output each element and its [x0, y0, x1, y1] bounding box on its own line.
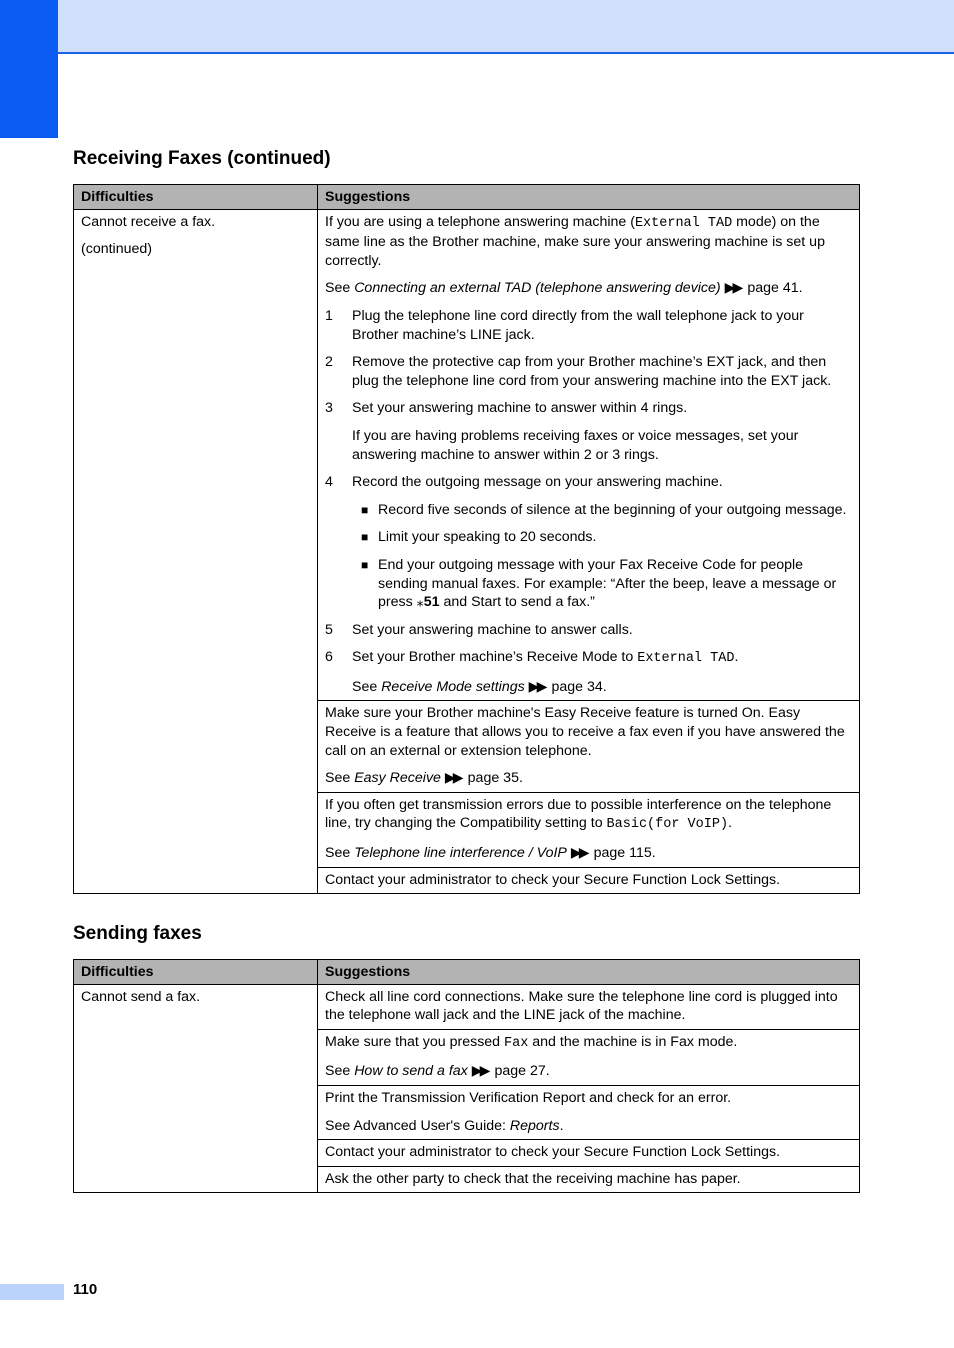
difficulty-note: (continued) [81, 241, 152, 258]
tad-intro: If you are using a telephone answering machine (External TAD mode) on the same line as the Brother machine, make sure your answering machine is set up correctly. [325, 213, 825, 269]
receive-code: ⁎51 [416, 594, 440, 611]
col-difficulties: Difficulties [74, 185, 318, 210]
double-arrow-icon: ▶▶ [528, 678, 545, 695]
section-title-sending: Sending faxes [73, 923, 202, 944]
step-4: 4 Record the outgoing message on your answering machine. [325, 474, 723, 491]
page-number-bar [0, 1284, 64, 1300]
difficulty-cell [74, 209, 318, 894]
page-number: 110 [73, 1281, 98, 1298]
difficulty-text: Cannot receive a fax. [81, 213, 216, 230]
easy-see: See Easy Receive ▶▶ page 35. [325, 770, 523, 787]
bullet-2: ■ Limit your speaking to 20 seconds. [361, 529, 597, 546]
suggestion-fax-mode: Make sure that you pressed Fax and the machine is in Fax mode. See How to send a fax ▶▶ page 27. [318, 1029, 860, 1085]
col-suggestions: Suggestions [318, 960, 860, 985]
square-bullet-icon: ■ [361, 557, 369, 572]
double-arrow-icon: ▶▶ [724, 280, 741, 297]
suggestion-lock: Contact your administrator to check your Secure Function Lock Settings. [318, 1140, 860, 1167]
suggestion-easy-receive: Make sure your Brother machine's Easy Receive feature is turned On. Easy Receive is a feature that allows you to receive a fax even if you have answered the call on an external or extension telephone. See Easy Receive ▶▶ page 35. [318, 701, 860, 792]
suggestion-paper: Ask the other party to check that the receiving machine has paper. [318, 1166, 860, 1193]
col-suggestions: Suggestions [318, 185, 860, 210]
suggestion-report: Print the Transmission Verification Report and check for an error. See Advanced User's Guide: Reports. [318, 1085, 860, 1139]
suggestion-line-cord: Check all line cord connections. Make sure the telephone line cord is plugged into the telephone wall jack and the LINE jack of the machine. [318, 984, 860, 1029]
suggestion-lock: Contact your administrator to check your Secure Function Lock Settings. [318, 867, 860, 894]
fax-see: See How to send a fax ▶▶ page 27. [325, 1063, 550, 1080]
step-6: 6 Set your Brother machine’s Receive Mode to External TAD. [325, 649, 739, 667]
suggestion-tad [318, 209, 860, 701]
chapter-tab [0, 0, 58, 138]
double-arrow-icon: ▶▶ [471, 1063, 488, 1080]
double-arrow-icon: ▶▶ [570, 845, 587, 862]
header-bar [0, 0, 954, 54]
section-title-receiving: Receiving Faxes (continued) [73, 148, 331, 169]
step-3-note: If you are having problems receiving faxes or voice messages, set your answering machine to answer within 2 or 3 rings. [352, 427, 799, 463]
step-5: 5 Set your answering machine to answer calls. [325, 621, 633, 638]
bullet-1: ■ Record five seconds of silence at the beginning of your outgoing message. [361, 501, 847, 518]
receiving-table [73, 184, 860, 894]
voip-see: See Telephone line interference / VoIP ▶▶ page 115. [325, 845, 656, 862]
square-bullet-icon: ■ [361, 502, 369, 517]
difficulty-cell: Cannot send a fax. [74, 984, 318, 1193]
sending-table [73, 959, 860, 1193]
step-3: 3 Set your answering machine to answer within 4 rings. [325, 400, 688, 417]
step-2: 2 Remove the protective cap from your Brother machine’s EXT jack, and then plug the telephone line cord from your answering machine into the EXT jack. [325, 354, 832, 389]
bullet-3: ■ End your outgoing message with your Fax Receive Code for people sending manual faxes. For example: “After the beep, leave a message or press ⁎51 and Start to send a fax.” [361, 556, 837, 611]
tad-see: See Connecting an external TAD (telephone answering device) ▶▶ page 41. [325, 280, 803, 297]
step-6-see: See Receive Mode settings ▶▶ page 34. [352, 678, 607, 695]
report-see: See Advanced User's Guide: Reports. [325, 1117, 564, 1134]
suggestion-voip: If you often get transmission errors due to possible interference on the telephone line, try changing the Compatibility setting to Basic(for VoIP). See Telephone line interference / VoIP ▶▶ page 115. [318, 792, 860, 867]
col-difficulties: Difficulties [74, 960, 318, 985]
double-arrow-icon: ▶▶ [444, 770, 461, 787]
step-1: 1 Plug the telephone line cord directly from the wall telephone jack to your Brother machine’s LINE jack. [325, 307, 804, 343]
square-bullet-icon: ■ [361, 530, 369, 545]
